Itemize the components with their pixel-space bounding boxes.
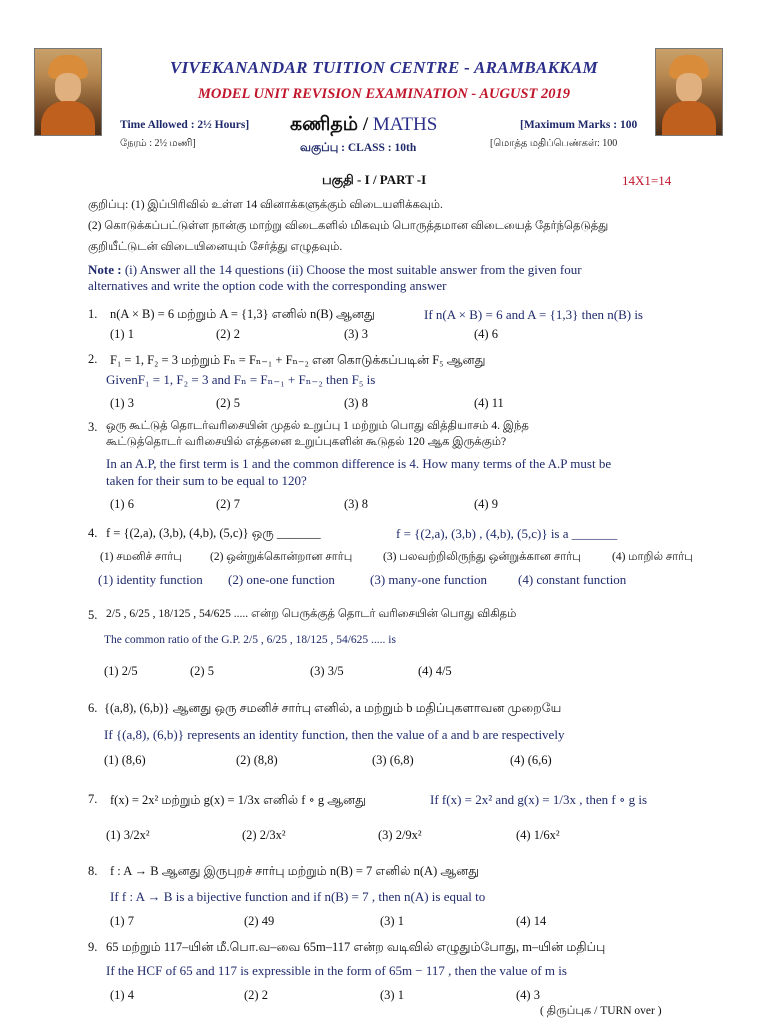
q3-number: 3. xyxy=(88,420,98,434)
q9-option-1: (1) 4 xyxy=(110,988,134,1002)
q9-option-4: (4) 3 xyxy=(516,988,540,1002)
q5-option-1: (1) 2/5 xyxy=(104,664,138,678)
q1-option-3: (3) 3 xyxy=(344,327,368,341)
subject-separator: / xyxy=(358,114,373,135)
q4-text-en: f = {(2,a), (3,b) , (4,b), (5,c)} is a _______ xyxy=(396,526,618,541)
q6-number: 6. xyxy=(88,701,98,715)
q2-option-4: (4) 11 xyxy=(474,396,504,410)
q3-option-2: (2) 7 xyxy=(216,497,240,511)
q5-option-3: (3) 3/5 xyxy=(310,664,344,678)
q8-text-ta: f : A → B ஆனது இருபுறச் சார்பு மற்றும் n(B) = 7 எனில் n(A) ஆனது xyxy=(110,864,480,878)
q4-option-ta-2: (2) ஒன்றுக்கொன்றான சார்பு xyxy=(210,551,353,563)
time-allowed-ta: நேரம் : 2½ மணி] xyxy=(120,138,196,149)
q2-option-2: (2) 5 xyxy=(216,396,240,410)
q4-option-4: (4) constant function xyxy=(518,572,627,587)
marks-scheme: 14X1=14 xyxy=(622,173,672,188)
q3-option-3: (3) 8 xyxy=(344,497,368,511)
q3-option-4: (4) 9 xyxy=(474,497,498,511)
instruction-ta-2: (2) கொடுக்கப்பட்டுள்ள நான்கு மாற்று விடைகளில் மிகவும் பொருத்தமான விடையைத் தேர்ந்தெடுத்து xyxy=(88,220,609,232)
instruction-ta-3: குறியீட்டுடன் விடையினையும் சேர்த்து எழுதவும். xyxy=(88,241,343,253)
q2-option-3: (3) 8 xyxy=(344,396,368,410)
q2-text-en: GivenF₁ = 1, F₂ = 3 and Fₙ = Fₙ₋₁ + Fₙ₋₂ then F₅ is xyxy=(106,372,376,387)
q6-option-1: (1) (8,6) xyxy=(104,753,146,767)
institute-title: VIVEKANANDAR TUITION CENTRE - ARAMBAKKAM xyxy=(170,58,598,77)
max-marks: [Maximum Marks : 100 xyxy=(520,119,638,131)
q7-option-4: (4) 1/6x² xyxy=(516,828,560,842)
q6-option-4: (4) (6,6) xyxy=(510,753,552,767)
note-line-1 xyxy=(88,262,582,278)
part-heading: பகுதி - I / PART -I xyxy=(322,172,427,187)
q7-number: 7. xyxy=(88,792,98,806)
q3-text-en-2: taken for their sum to be equal to 120? xyxy=(106,473,307,488)
q4-option-ta-1: (1) சமனிச் சார்பு xyxy=(100,551,182,563)
q1-option-4: (4) 6 xyxy=(474,327,498,341)
q8-number: 8. xyxy=(88,864,98,878)
q9-option-2: (2) 2 xyxy=(244,988,268,1002)
q4-option-ta-4: (4) மாறில் சார்பு xyxy=(612,551,693,563)
q4-option-3: (3) many-one function xyxy=(370,572,487,587)
q5-text-en: The common ratio of the G.P. 2/5 , 6/25 , 18/125 , 54/625 ..... is xyxy=(104,634,396,646)
q2-text-ta: F₁ = 1, F₂ = 3 மற்றும் Fₙ = Fₙ₋₁ + Fₙ₋₂ என கொடுக்கப்படின் F₅ ஆனது xyxy=(110,353,486,367)
q3-text-ta-1: ஒரு கூட்டுத் தொடர்வரிசையின் முதல் உறுப்பு 1 மற்றும் பொது வித்தியாசம் 4. இந்த xyxy=(106,420,529,432)
q6-text-en: If {(a,8), (6,b)} represents an identity function, then the value of a and b are respectively xyxy=(104,727,565,742)
time-allowed: Time Allowed : 2½ Hours] xyxy=(120,119,250,131)
q9-number: 9. xyxy=(88,940,98,954)
subject-en: MATHS xyxy=(372,114,438,135)
exam-title: MODEL UNIT REVISION EXAMINATION - AUGUST 2019 xyxy=(198,86,570,102)
q4-text-ta: f = {(2,a), (3,b), (4,b), (5,c)} ஒரு _______ xyxy=(106,526,321,540)
q4-option-1: (1) identity function xyxy=(98,572,203,587)
q3-text-ta-2: கூட்டுத்தொடர் வரிசையில் எத்தனை உறுப்புகளின் கூடுதல் 120 ஆக இருக்கும்? xyxy=(106,436,507,448)
q9-option-3: (3) 1 xyxy=(380,988,404,1002)
subject-ta: கணிதம் xyxy=(290,114,359,135)
q8-option-3: (3) 1 xyxy=(380,914,404,928)
q5-option-2: (2) 5 xyxy=(190,664,214,678)
q8-option-1: (1) 7 xyxy=(110,914,134,928)
q1-option-1: (1) 1 xyxy=(110,327,134,341)
q8-option-2: (2) 49 xyxy=(244,914,275,928)
turn-over-note: ( திருப்புக / TURN over ) xyxy=(540,1005,662,1017)
q1-option-2: (2) 2 xyxy=(216,327,240,341)
class-label: வகுப்பு : CLASS : 10th xyxy=(300,142,417,154)
q5-option-4: (4) 4/5 xyxy=(418,664,452,678)
q6-text-ta: {(a,8), (6,b)} ஆனது ஒரு சமனிச் சார்பு எனில், a மற்றும் b மதிப்புகளாவன முறையே xyxy=(104,701,562,715)
q4-option-2: (2) one-one function xyxy=(228,572,335,587)
q8-option-4: (4) 14 xyxy=(516,914,547,928)
q7-option-3: (3) 2/9x² xyxy=(378,828,422,842)
q9-text-ta: 65 மற்றும் 117–யின் மீ.பொ.வ–வை 65m–117 என்ற வடிவில் எழுதும்போது, m–யின் மதிப்பு xyxy=(106,940,606,954)
q2-number: 2. xyxy=(88,352,98,366)
q9-text-en: If the HCF of 65 and 117 is expressible in the form of 65m − 117 , then the value of m is xyxy=(106,963,567,978)
q6-option-2: (2) (8,8) xyxy=(236,753,278,767)
instruction-ta-1: குறிப்பு: (1) இப்பிரிவில் உள்ள 14 வினாக்களுக்கும் விடையளிக்கவும். xyxy=(88,199,443,211)
note-line-2: alternatives and write the option code with the corresponding answer xyxy=(88,278,447,293)
q7-option-2: (2) 2/3x² xyxy=(242,828,286,842)
q1-number: 1. xyxy=(88,307,98,321)
note-label: Note : xyxy=(88,262,122,277)
q4-option-ta-3: (3) பலவற்றிலிருந்து ஒன்றுக்கான சார்பு xyxy=(383,551,581,563)
q7-text-en: If f(x) = 2x² and g(x) = 1/3x , then f ∘ g is xyxy=(430,792,648,807)
q6-option-3: (3) (6,8) xyxy=(372,753,414,767)
q8-text-en: If f : A → B is a bijective function and if n(B) = 7 , then n(A) is equal to xyxy=(110,889,486,904)
q1-text-ta: n(A × B) = 6 மற்றும் A = {1,3} எனில் n(B) ஆனது xyxy=(110,307,375,321)
q3-option-1: (1) 6 xyxy=(110,497,134,511)
max-marks-ta: [மொத்த மதிப்பெண்கள்: 100 xyxy=(490,138,618,149)
note-text-1: (i) Answer all the 14 questions (ii) Choose the most suitable answer from the given four xyxy=(121,262,582,277)
q5-number: 5. xyxy=(88,608,98,622)
q3-text-en-1: In an A.P, the first term is 1 and the common difference is 4. How many terms of the A.P must be xyxy=(106,456,612,471)
q7-text-ta: f(x) = 2x² மற்றும் g(x) = 1/3x எனில் f ∘ g ஆனது xyxy=(110,793,366,807)
q5-text-ta: 2/5 , 6/25 , 18/125 , 54/625 ..... என்ற பெருக்குத் தொடர் வரிசையின் பொது விகிதம் xyxy=(106,608,517,620)
q2-option-1: (1) 3 xyxy=(110,396,134,410)
subject-title xyxy=(290,114,437,138)
q7-option-1: (1) 3/2x² xyxy=(106,828,150,842)
q4-number: 4. xyxy=(88,526,98,540)
q1-text-en: If n(A × B) = 6 and A = {1,3} then n(B) is xyxy=(424,307,643,322)
